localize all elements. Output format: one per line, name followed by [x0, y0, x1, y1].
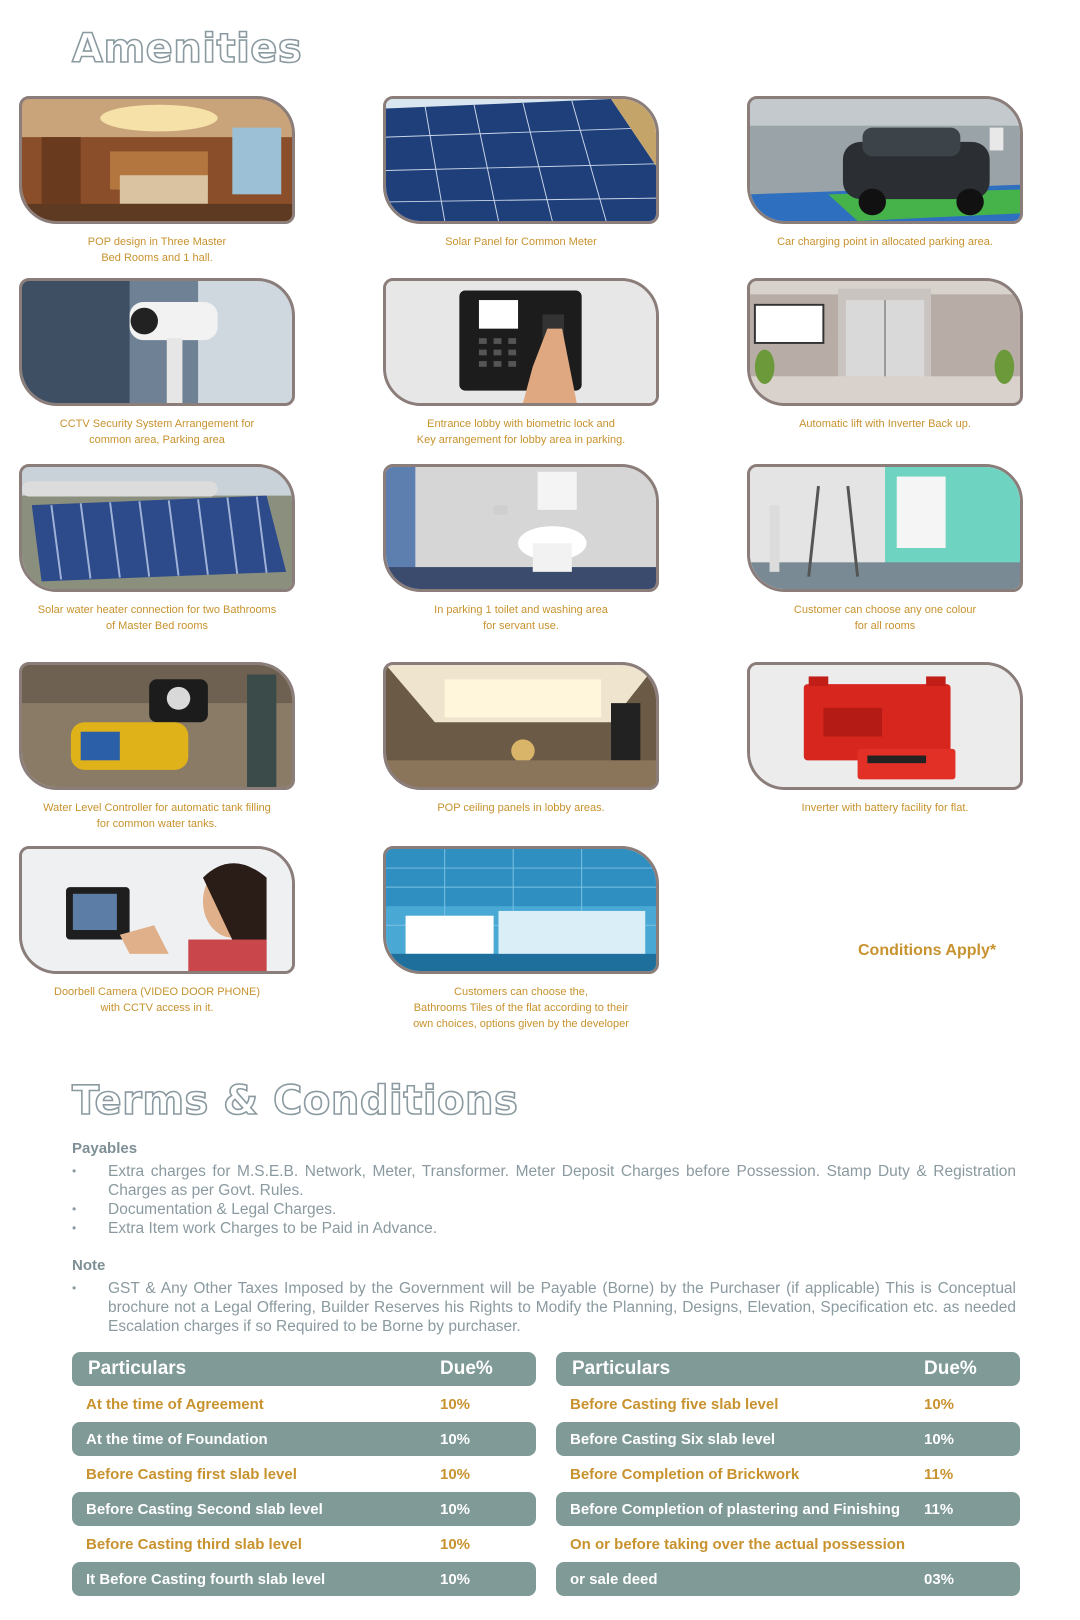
payment-table-right [556, 1352, 1020, 1596]
caption-line: Key arrangement for lobby area in parking. [416, 434, 626, 446]
water-pump-photo [19, 662, 295, 790]
amenity-card-cctv [19, 278, 295, 448]
caption-line: of Master Bed rooms [105, 620, 209, 632]
particulars-cell: It Before Casting fourth slab level [86, 1570, 326, 1588]
amenities-heading: Amenities [72, 26, 303, 72]
caption-line: Bed Rooms and 1 hall. [101, 252, 213, 264]
amenity-card-solar-panel [383, 96, 659, 250]
due-cell: 10% [924, 1395, 955, 1413]
amenity-card-car-charging [747, 96, 1023, 250]
table-row [556, 1562, 1020, 1596]
caption-line: In parking 1 toilet and washing area [434, 604, 608, 616]
caption-line: Customer can choose any one colour [793, 604, 977, 616]
bedroom-photo [19, 96, 295, 224]
solar-panel-photo [383, 96, 659, 224]
amenity-card-inverter [747, 662, 1023, 816]
caption-line: Bathrooms Tiles of the flat according to their [413, 1002, 629, 1014]
table-header [72, 1352, 536, 1386]
table-row [72, 1457, 536, 1491]
particulars-cell: Before Casting five slab level [570, 1395, 779, 1413]
list-item: • GST & Any Other Taxes Imposed by the Government will be Payable (Borne) by the Purchaser (if applicable) This is Conceptual brochure not a Legal Offering, Builder Reserves his Rights to Modify the Planning, Designs, Elevation, Specification etc. as needed Escalation charges if so Required to be Borne by purchaser. [72, 1279, 1016, 1336]
biometric-lock-photo [383, 278, 659, 406]
particulars-cell: Before Completion of plastering and Finishing [570, 1500, 901, 1518]
pop-ceiling-photo [383, 662, 659, 790]
solar-water-heater-photo [19, 464, 295, 592]
list-item: • Extra Item work Charges to be Paid in Advance. [72, 1219, 1016, 1238]
amenity-card-solar-water-heater [19, 464, 295, 634]
amenity-card-bathroom-tiles [383, 846, 659, 1032]
particulars-cell: Before Casting Six slab level [570, 1430, 776, 1448]
amenity-card-video-door-phone [19, 846, 295, 1016]
payables-label: Payables [72, 1140, 138, 1157]
table-row [556, 1387, 1020, 1421]
table-header [556, 1352, 1020, 1386]
caption-line: Doorbell Camera (VIDEO DOOR PHONE) [54, 986, 260, 998]
table-row [72, 1562, 536, 1596]
particulars-cell: Before Completion of Brickwork [570, 1465, 800, 1483]
list-item: • Documentation & Legal Charges. [72, 1200, 1016, 1219]
inverter-battery-photo [747, 662, 1023, 790]
payables-list [72, 1162, 1016, 1238]
due-cell: 11% [924, 1500, 954, 1518]
due-cell: 10% [440, 1395, 471, 1413]
particulars-cell: Before Casting third slab level [86, 1535, 302, 1553]
particulars-cell: Before Casting first slab level [86, 1465, 297, 1483]
toilet-photo [383, 464, 659, 592]
caption-line: POP design in Three Master [87, 236, 227, 248]
table-row [72, 1387, 536, 1421]
lift-photo [747, 278, 1023, 406]
due-cell: 10% [440, 1570, 471, 1588]
caption-line: Solar Panel for Common Meter [445, 236, 597, 248]
header-particulars: Particulars [572, 1358, 671, 1379]
caption-line: for all rooms [854, 620, 916, 632]
conditions-apply: Conditions Apply* [858, 942, 997, 959]
caption-line: Inverter with battery facility for flat. [801, 802, 969, 814]
terms-heading: Terms & Conditions [72, 1078, 519, 1124]
amenity-card-bedroom [19, 96, 295, 266]
caption-line: with CCTV access in it. [100, 1002, 214, 1014]
table-row [72, 1422, 536, 1456]
due-cell: 10% [924, 1430, 955, 1448]
header-due: Due% [440, 1358, 493, 1379]
amenity-card-lift [747, 278, 1023, 432]
table-row [72, 1527, 536, 1561]
caption-line: Solar water heater connection for two Bathrooms [37, 604, 277, 616]
due-cell: 03% [924, 1570, 955, 1588]
caption-line: own choices, options given by the developer [413, 1018, 629, 1030]
due-cell: 10% [440, 1465, 471, 1483]
car-charging-photo [747, 96, 1023, 224]
video-door-phone-photo [19, 846, 295, 974]
due-cell: 10% [440, 1535, 471, 1553]
table-row [556, 1527, 1020, 1561]
due-cell: 10% [440, 1500, 471, 1518]
due-cell: 11% [924, 1465, 954, 1483]
amenity-card-water-pump [19, 662, 295, 832]
table-row [72, 1492, 536, 1526]
particulars-cell: At the time of Foundation [86, 1430, 268, 1448]
amenity-card-biometric [383, 278, 659, 448]
particulars-cell: At the time of Agreement [86, 1395, 264, 1413]
header-particulars: Particulars [88, 1358, 187, 1379]
cctv-camera-photo [19, 278, 295, 406]
table-row [556, 1492, 1020, 1526]
caption-line: Entrance lobby with biometric lock and [427, 418, 615, 430]
painted-room-photo [747, 464, 1023, 592]
due-cell: 10% [440, 1430, 471, 1448]
caption-line: Car charging point in allocated parking area. [777, 236, 993, 248]
amenity-card-pop-ceiling [383, 662, 659, 816]
payment-table-left [72, 1352, 536, 1596]
note-list [72, 1279, 1016, 1336]
header-due: Due% [924, 1358, 977, 1379]
amenity-card-toilet [383, 464, 659, 634]
table-row [556, 1422, 1020, 1456]
caption-line: CCTV Security System Arrangement for [59, 418, 255, 430]
particulars-cell: On or before taking over the actual possession [570, 1535, 906, 1553]
note-label: Note [72, 1257, 106, 1274]
table-row [556, 1457, 1020, 1491]
caption-line: for servant use. [483, 620, 559, 632]
particulars-cell: or sale deed [570, 1570, 658, 1588]
bathroom-tiles-photo [383, 846, 659, 974]
caption-line: POP ceiling panels in lobby areas. [437, 802, 605, 814]
list-item: • Extra charges for M.S.E.B. Network, Meter, Transformer. Meter Deposit Charges before Possession. Stamp Duty & Registration Charges as per Govt. Rules. [72, 1162, 1016, 1200]
caption-line: Automatic lift with Inverter Back up. [799, 418, 971, 430]
amenity-card-painted-room [747, 464, 1023, 634]
caption-line: Customers can choose the, [454, 986, 588, 998]
caption-line: Water Level Controller for automatic tank filling [43, 802, 271, 814]
caption-line: for common water tanks. [96, 818, 218, 830]
particulars-cell: Before Casting Second slab level [86, 1500, 323, 1518]
caption-line: common area, Parking area [89, 434, 225, 446]
